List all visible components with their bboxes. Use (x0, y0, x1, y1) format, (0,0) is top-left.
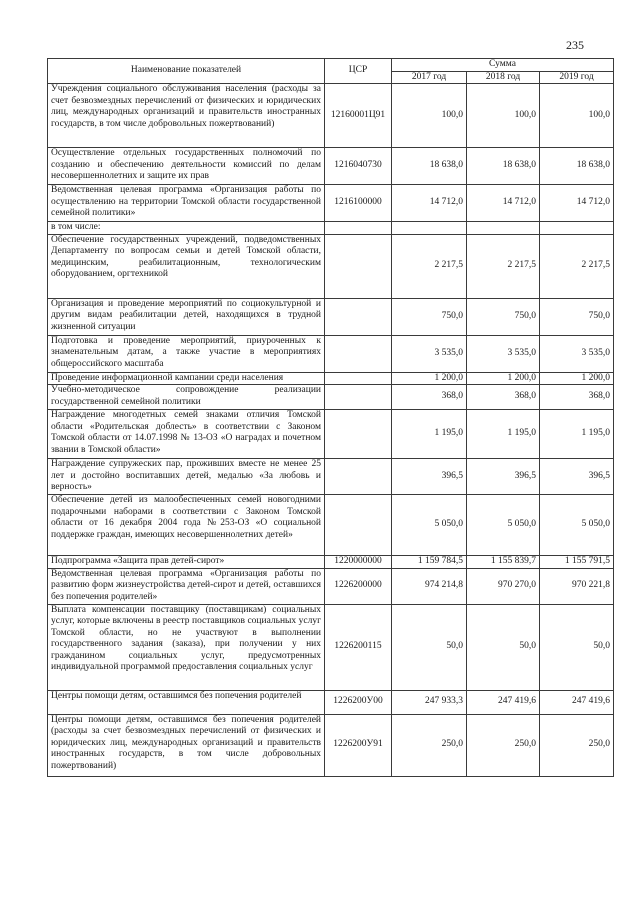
column-header-sum: Сумма (392, 59, 614, 72)
row-value-2019-cell: 368,0 (540, 385, 614, 410)
column-header-year-2017: 2017 год (392, 71, 467, 84)
table-row (48, 84, 614, 148)
row-code-cell (325, 459, 392, 495)
row-value-2019-cell: 14 712,0 (540, 185, 614, 222)
row-value-2018-cell: 18 638,0 (467, 148, 540, 185)
row-value-2019-cell: 1 155 791,5 (540, 556, 614, 569)
table-row (48, 298, 614, 335)
row-code-cell (325, 495, 392, 556)
row-value-2017-cell: 50,0 (392, 604, 467, 690)
row-value-2018-cell: 1 200,0 (467, 372, 540, 385)
table-row (48, 148, 614, 185)
row-value-2017-cell (392, 222, 467, 235)
row-value-2018-cell: 250,0 (467, 714, 540, 776)
row-value-2019-cell: 2 217,5 (540, 234, 614, 298)
row-name-cell: Награждение супружеских пар, проживших вместе не менее 25 лет и достойно воспитавших детей, медалью «За любовь и верность» (48, 459, 325, 495)
row-value-2017-cell: 974 214,8 (392, 568, 467, 604)
column-header-year-2018: 2018 год (467, 71, 540, 84)
row-value-2019-cell: 18 638,0 (540, 148, 614, 185)
page-number: 235 (566, 38, 584, 52)
row-name-cell: Подготовка и проведение мероприятий, приуроченных к знаменательным датам, а также участие в мероприятиях общероссийского масштаба (48, 335, 325, 372)
row-code-cell (325, 222, 392, 235)
row-value-2019-cell: 5 050,0 (540, 495, 614, 556)
row-value-2017-cell: 1 200,0 (392, 372, 467, 385)
table-row (48, 222, 614, 235)
row-value-2019-cell: 1 200,0 (540, 372, 614, 385)
row-code-cell: 1216040730 (325, 148, 392, 185)
row-value-2018-cell: 750,0 (467, 298, 540, 335)
row-value-2019-cell: 250,0 (540, 714, 614, 776)
row-code-cell: 1226200У91 (325, 714, 392, 776)
row-value-2018-cell: 247 419,6 (467, 690, 540, 714)
table-row (48, 234, 614, 298)
row-value-2019-cell: 970 221,8 (540, 568, 614, 604)
row-name-cell: Выплата компенсации поставщику (поставщикам) социальных услуг, которые включены в реестр поставщиков социальных услуг Томской области, но не участвуют в выполнении государственного задания (заказа), при получении у них гражданином социальных услуг, предусмотренных индивидуальной программой предоставления социальных услуг (48, 604, 325, 690)
row-value-2018-cell: 14 712,0 (467, 185, 540, 222)
row-name-cell: Ведомственная целевая программа «Организация работы по осуществлению на территории Томской области государственной семейной политики» (48, 185, 325, 222)
table-row (48, 372, 614, 385)
table-row (48, 335, 614, 372)
row-value-2017-cell: 750,0 (392, 298, 467, 335)
row-name-cell: Проведение информационной кампании среди населения (48, 372, 325, 385)
row-value-2018-cell: 2 217,5 (467, 234, 540, 298)
row-name-cell: Награждение многодетных семей знаками отличия Томской области «Родительская доблесть» в соответствии с Законом Томской области от 14.07.1998 № 13-ОЗ «О наградах и почетном звании в Томской области» (48, 410, 325, 459)
row-code-cell: 1226200115 (325, 604, 392, 690)
row-name-cell: Центры помощи детям, оставшимся без попечения родителей (расходы за счет безвозмездных перечислений от физических и юридических лиц, международных организаций и правительств иностранных государств, в том числе добровольных пожертвований) (48, 714, 325, 776)
row-code-cell (325, 335, 392, 372)
row-value-2018-cell: 50,0 (467, 604, 540, 690)
row-value-2019-cell: 1 195,0 (540, 410, 614, 459)
row-code-cell (325, 385, 392, 410)
table-row (48, 410, 614, 459)
row-name-cell: Ведомственная целевая программа «Организация работы по развитию форм жизнеустройства детей-сирот и детей, оставшихся без попечения родителей» (48, 568, 325, 604)
table-row (48, 556, 614, 569)
row-code-cell (325, 234, 392, 298)
row-name-cell: Обеспечение детей из малообеспеченных семей новогодними подарочными наборами в соответствии с Законом Томской области от 16 декабря 2004 года №253-ОЗ «О социальной поддержке граждан, имеющих несовершеннолетних детей» (48, 495, 325, 556)
row-value-2017-cell: 100,0 (392, 84, 467, 148)
table-row (48, 459, 614, 495)
row-value-2017-cell: 250,0 (392, 714, 467, 776)
table-row (48, 495, 614, 556)
row-code-cell: 12160001Ц91 (325, 84, 392, 148)
row-code-cell: 1220000000 (325, 556, 392, 569)
row-value-2018-cell: 368,0 (467, 385, 540, 410)
row-name-cell: Обеспечение государственных учреждений, подведомственных Департаменту по вопросам семьи и детей Томской области, медицинским, реабилитационным, технологическим оборудованием, оргтехникой (48, 234, 325, 298)
row-value-2018-cell (467, 222, 540, 235)
column-header-year-2019: 2019 год (540, 71, 614, 84)
row-value-2019-cell: 247 419,6 (540, 690, 614, 714)
row-value-2019-cell: 100,0 (540, 84, 614, 148)
column-header-code: ЦСР (325, 59, 392, 84)
row-value-2019-cell: 50,0 (540, 604, 614, 690)
row-value-2017-cell: 396,5 (392, 459, 467, 495)
row-value-2017-cell: 368,0 (392, 385, 467, 410)
row-value-2017-cell: 1 195,0 (392, 410, 467, 459)
row-code-cell: 1216100000 (325, 185, 392, 222)
row-code-cell: 1226200У00 (325, 690, 392, 714)
row-value-2019-cell: 750,0 (540, 298, 614, 335)
row-value-2018-cell: 3 535,0 (467, 335, 540, 372)
table-row (48, 185, 614, 222)
row-name-cell: Организация и проведение мероприятий по социокультурной и другим видам реабилитации детей, находящихся в трудной жизненной ситуации (48, 298, 325, 335)
row-code-cell (325, 372, 392, 385)
row-name-cell: в том числе: (48, 222, 325, 235)
row-name-cell: Подпрограмма «Защита прав детей-сирот» (48, 556, 325, 569)
row-value-2018-cell: 396,5 (467, 459, 540, 495)
row-value-2019-cell: 3 535,0 (540, 335, 614, 372)
row-name-cell: Центры помощи детям, оставшимся без попечения родителей (48, 690, 325, 714)
row-code-cell (325, 410, 392, 459)
row-name-cell: Учреждения социального обслуживания населения (расходы за счет безвозмездных перечислений от физических и юридических лиц, международных организаций и правительств иностранных государств, в том числе добровольных пожертвований) (48, 84, 325, 148)
table-row (48, 385, 614, 410)
row-value-2017-cell: 3 535,0 (392, 335, 467, 372)
row-value-2018-cell: 1 195,0 (467, 410, 540, 459)
table-row (48, 690, 614, 714)
row-value-2017-cell: 247 933,3 (392, 690, 467, 714)
row-name-cell: Осуществление отдельных государственных полномочий по созданию и обеспечению деятельности комиссий по делам несовершеннолетних и защите их прав (48, 148, 325, 185)
table-row (48, 568, 614, 604)
row-code-cell: 1226200000 (325, 568, 392, 604)
row-value-2018-cell: 5 050,0 (467, 495, 540, 556)
row-value-2018-cell: 100,0 (467, 84, 540, 148)
row-value-2019-cell: 396,5 (540, 459, 614, 495)
table-row (48, 604, 614, 690)
row-value-2017-cell: 14 712,0 (392, 185, 467, 222)
row-value-2017-cell: 1 159 784,5 (392, 556, 467, 569)
row-value-2019-cell (540, 222, 614, 235)
row-value-2018-cell: 1 155 839,7 (467, 556, 540, 569)
row-value-2018-cell: 970 270,0 (467, 568, 540, 604)
budget-table (47, 58, 614, 777)
row-name-cell: Учебно-методическое сопровождение реализации государственной семейной политики (48, 385, 325, 410)
row-code-cell (325, 298, 392, 335)
row-value-2017-cell: 2 217,5 (392, 234, 467, 298)
column-header-name: Наименование показателей (48, 59, 325, 84)
row-value-2017-cell: 5 050,0 (392, 495, 467, 556)
table-row (48, 714, 614, 776)
row-value-2017-cell: 18 638,0 (392, 148, 467, 185)
